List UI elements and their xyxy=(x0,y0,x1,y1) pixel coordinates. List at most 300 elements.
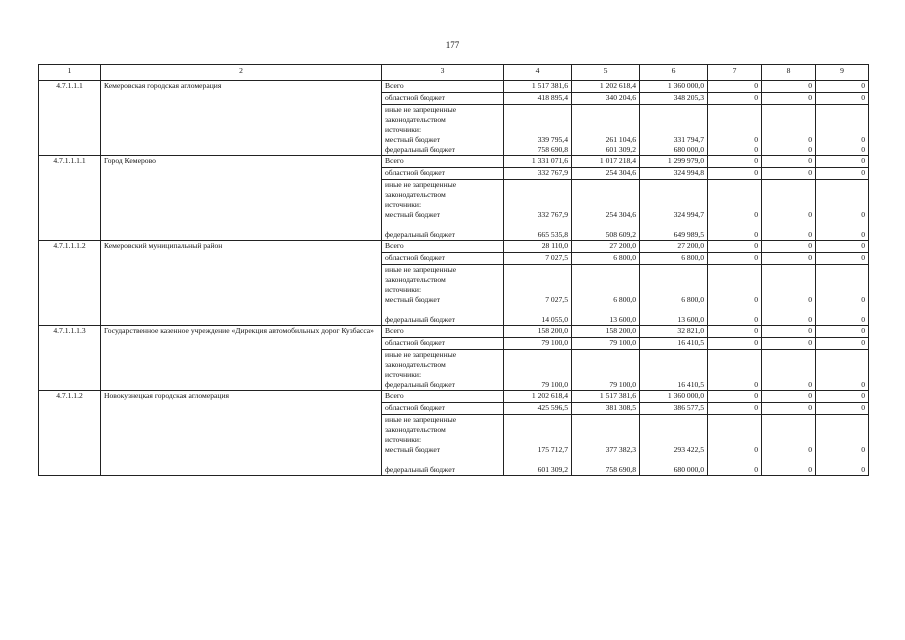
value-line: 0 xyxy=(808,326,812,335)
value-line: 0 xyxy=(861,145,865,154)
value-line xyxy=(507,455,568,465)
value-line xyxy=(575,455,636,465)
value-line xyxy=(819,435,865,445)
value-cell xyxy=(816,180,869,241)
value-line xyxy=(643,200,704,210)
funding-source-line: Всего xyxy=(385,391,404,400)
value-cell xyxy=(572,350,640,391)
value-line xyxy=(765,360,812,370)
value-cell xyxy=(816,253,869,265)
value-cell xyxy=(708,253,762,265)
value-line xyxy=(575,190,636,200)
value-line: 1 360 000,0 xyxy=(667,81,704,90)
value-cell xyxy=(708,265,762,326)
funding-source-line: иные не запрещенные xyxy=(385,415,457,424)
value-cell xyxy=(816,168,869,180)
value-cell xyxy=(640,391,708,403)
value-cell xyxy=(504,338,572,350)
value-line: 0 xyxy=(861,403,865,412)
value-line xyxy=(819,305,865,315)
value-cell xyxy=(572,105,640,156)
value-line: 0 xyxy=(754,168,758,177)
value-cell xyxy=(816,241,869,253)
value-line: 0 xyxy=(754,295,758,304)
value-cell xyxy=(504,403,572,415)
value-cell xyxy=(640,93,708,105)
value-line xyxy=(765,275,812,285)
value-line: 6 800,0 xyxy=(613,253,636,262)
value-line xyxy=(765,425,812,435)
value-line: 0 xyxy=(754,391,758,400)
funding-source-line: местный бюджет xyxy=(385,295,441,304)
value-line xyxy=(507,105,568,115)
value-line xyxy=(711,305,758,315)
row-code: 4.7.1.1.1.3 xyxy=(39,326,101,391)
value-line: 425 596,5 xyxy=(537,403,568,412)
value-line: 0 xyxy=(808,465,812,474)
funding-source xyxy=(382,350,504,391)
value-line: 16 410,5 xyxy=(677,380,704,389)
value-cell xyxy=(640,326,708,338)
funding-source-line: Всего xyxy=(385,156,404,165)
value-line: 13 600,0 xyxy=(609,315,636,324)
value-cell xyxy=(504,156,572,168)
value-line xyxy=(711,455,758,465)
value-line xyxy=(575,435,636,445)
value-line xyxy=(507,285,568,295)
value-line xyxy=(711,350,758,360)
funding-source xyxy=(382,105,504,156)
value-line xyxy=(819,285,865,295)
value-cell xyxy=(708,93,762,105)
value-line xyxy=(643,220,704,230)
value-line: 0 xyxy=(861,391,865,400)
value-cell xyxy=(708,241,762,253)
table-row xyxy=(39,156,869,168)
column-header: 7 xyxy=(708,65,762,81)
value-cell xyxy=(572,265,640,326)
value-cell xyxy=(762,415,816,476)
value-cell xyxy=(504,241,572,253)
value-line xyxy=(819,105,865,115)
value-cell xyxy=(640,415,708,476)
value-cell xyxy=(816,403,869,415)
value-line xyxy=(765,220,812,230)
funding-source-line: законодательством xyxy=(385,360,446,369)
column-header: 1 xyxy=(39,65,101,81)
value-line xyxy=(765,305,812,315)
value-cell xyxy=(640,105,708,156)
value-line xyxy=(643,305,704,315)
value-line: 0 xyxy=(754,241,758,250)
value-cell xyxy=(708,350,762,391)
value-line xyxy=(711,415,758,425)
value-line xyxy=(643,190,704,200)
value-line xyxy=(643,425,704,435)
funding-source-line: местный бюджет xyxy=(385,445,441,454)
value-line xyxy=(711,285,758,295)
value-line xyxy=(711,105,758,115)
value-line xyxy=(819,180,865,190)
value-cell xyxy=(708,156,762,168)
value-cell xyxy=(640,81,708,93)
value-line: 1 517 381,6 xyxy=(531,81,568,90)
value-line xyxy=(575,275,636,285)
funding-source-line: источники: xyxy=(385,285,422,294)
value-cell xyxy=(816,81,869,93)
funding-source xyxy=(382,415,504,476)
value-line xyxy=(819,190,865,200)
value-line: 665 535,8 xyxy=(537,230,568,239)
value-line: 13 600,0 xyxy=(677,315,704,324)
column-header: 6 xyxy=(640,65,708,81)
value-line xyxy=(819,415,865,425)
value-line: 0 xyxy=(754,135,758,144)
funding-source xyxy=(382,81,504,93)
value-line: 0 xyxy=(861,315,865,324)
value-line: 0 xyxy=(808,253,812,262)
value-cell xyxy=(816,415,869,476)
value-cell xyxy=(572,338,640,350)
value-line xyxy=(507,305,568,315)
funding-source-line: Всего xyxy=(385,81,404,90)
value-line: 0 xyxy=(808,295,812,304)
value-line xyxy=(575,415,636,425)
value-line xyxy=(575,370,636,380)
value-line xyxy=(643,285,704,295)
funding-source-line: федеральный бюджет xyxy=(385,145,455,154)
value-cell xyxy=(504,350,572,391)
value-line: 14 055,0 xyxy=(541,315,568,324)
value-line: 158 200,0 xyxy=(537,326,568,335)
value-cell xyxy=(708,180,762,241)
value-line: 1 299 979,0 xyxy=(667,156,704,165)
funding-source xyxy=(382,391,504,403)
funding-source-line xyxy=(385,305,500,315)
funding-source-line: областной бюджет xyxy=(385,168,445,177)
value-line: 680 000,0 xyxy=(673,465,704,474)
row-name: Кемеровская городская агломерация xyxy=(101,81,382,156)
value-line: 680 000,0 xyxy=(673,145,704,154)
header-row xyxy=(39,65,869,81)
value-cell xyxy=(504,168,572,180)
value-line: 0 xyxy=(754,445,758,454)
value-line xyxy=(575,200,636,210)
value-line: 32 821,0 xyxy=(677,326,704,335)
value-cell xyxy=(572,180,640,241)
value-cell xyxy=(816,156,869,168)
funding-source-line xyxy=(385,220,500,230)
value-cell xyxy=(762,338,816,350)
value-line: 1 202 618,4 xyxy=(599,81,636,90)
value-cell xyxy=(708,338,762,350)
value-line xyxy=(643,115,704,125)
value-cell xyxy=(504,180,572,241)
funding-source xyxy=(382,241,504,253)
value-line xyxy=(643,435,704,445)
value-cell xyxy=(572,168,640,180)
value-line xyxy=(711,275,758,285)
value-line: 377 382,3 xyxy=(605,445,636,454)
value-line: 649 989,5 xyxy=(673,230,704,239)
value-line xyxy=(507,415,568,425)
row-name: Город Кемерово xyxy=(101,156,382,241)
value-line: 386 577,5 xyxy=(673,403,704,412)
value-line xyxy=(643,370,704,380)
funding-source-line: законодательством xyxy=(385,425,446,434)
value-line: 1 202 618,4 xyxy=(531,391,568,400)
funding-source-line: законодательством xyxy=(385,190,446,199)
value-cell xyxy=(762,265,816,326)
row-code: 4.7.1.1.1.2 xyxy=(39,241,101,326)
value-line: 28 110,0 xyxy=(541,241,568,250)
value-line: 1 331 071,6 xyxy=(531,156,568,165)
value-cell xyxy=(816,391,869,403)
value-cell xyxy=(762,391,816,403)
value-cell xyxy=(762,253,816,265)
value-line xyxy=(575,285,636,295)
value-line: 0 xyxy=(861,135,865,144)
value-line: 0 xyxy=(808,93,812,102)
value-line: 601 309,2 xyxy=(605,145,636,154)
value-line: 0 xyxy=(754,315,758,324)
value-cell xyxy=(572,391,640,403)
value-line: 0 xyxy=(861,253,865,262)
value-line: 0 xyxy=(808,445,812,454)
value-line: 7 027,5 xyxy=(545,295,568,304)
value-line xyxy=(643,265,704,275)
funding-source-line: федеральный бюджет xyxy=(385,315,455,324)
column-header: 8 xyxy=(762,65,816,81)
funding-source xyxy=(382,168,504,180)
value-line: 0 xyxy=(808,315,812,324)
value-line xyxy=(575,125,636,135)
value-line: 7 027,5 xyxy=(545,253,568,262)
value-line: 0 xyxy=(861,168,865,177)
value-line xyxy=(507,220,568,230)
value-line: 0 xyxy=(754,230,758,239)
value-cell xyxy=(816,93,869,105)
value-line xyxy=(575,360,636,370)
value-line: 0 xyxy=(808,210,812,219)
funding-source-line: областной бюджет xyxy=(385,403,445,412)
value-line xyxy=(765,125,812,135)
value-line xyxy=(765,190,812,200)
funding-source-line: федеральный бюджет xyxy=(385,380,455,389)
value-line xyxy=(575,350,636,360)
value-line: 0 xyxy=(808,391,812,400)
value-line: 0 xyxy=(754,145,758,154)
value-line xyxy=(711,265,758,275)
value-cell xyxy=(504,81,572,93)
funding-source-line: областной бюджет xyxy=(385,338,445,347)
funding-source-line: иные не запрещенные xyxy=(385,265,457,274)
value-cell xyxy=(504,93,572,105)
value-line: 324 994,7 xyxy=(673,210,704,219)
table-row xyxy=(39,81,869,93)
value-line xyxy=(819,360,865,370)
value-line: 339 795,4 xyxy=(537,135,568,144)
value-line: 0 xyxy=(808,81,812,90)
value-line: 261 104,6 xyxy=(605,135,636,144)
value-line xyxy=(711,425,758,435)
value-line xyxy=(643,275,704,285)
value-cell xyxy=(708,326,762,338)
value-line xyxy=(765,115,812,125)
value-cell xyxy=(762,180,816,241)
row-code: 4.7.1.1.1 xyxy=(39,81,101,156)
column-header: 4 xyxy=(504,65,572,81)
value-line xyxy=(819,220,865,230)
value-line: 0 xyxy=(808,156,812,165)
value-line: 6 800,0 xyxy=(681,295,704,304)
value-line: 1 017 218,4 xyxy=(599,156,636,165)
value-line xyxy=(765,350,812,360)
value-cell xyxy=(640,265,708,326)
value-line: 0 xyxy=(861,241,865,250)
value-line: 381 308,5 xyxy=(605,403,636,412)
value-line xyxy=(575,425,636,435)
value-line xyxy=(711,180,758,190)
value-line: 0 xyxy=(861,465,865,474)
funding-source-line: областной бюджет xyxy=(385,253,445,262)
value-cell xyxy=(762,326,816,338)
value-line: 758 690,8 xyxy=(605,465,636,474)
value-line: 0 xyxy=(754,156,758,165)
value-line xyxy=(711,435,758,445)
funding-source-line: иные не запрещенные xyxy=(385,350,457,359)
funding-source-line: местный бюджет xyxy=(385,210,441,219)
value-line: 79 100,0 xyxy=(609,380,636,389)
value-line xyxy=(575,265,636,275)
value-line xyxy=(765,370,812,380)
funding-source-line: источники: xyxy=(385,370,422,379)
value-line xyxy=(507,425,568,435)
value-cell xyxy=(572,403,640,415)
value-cell xyxy=(816,105,869,156)
funding-source xyxy=(382,156,504,168)
value-cell xyxy=(572,156,640,168)
value-line: 348 205,3 xyxy=(673,93,704,102)
value-line xyxy=(575,180,636,190)
value-line: 254 304,6 xyxy=(605,168,636,177)
value-line xyxy=(507,125,568,135)
value-line: 0 xyxy=(754,253,758,262)
value-line xyxy=(643,125,704,135)
value-line: 0 xyxy=(754,338,758,347)
funding-source xyxy=(382,403,504,415)
funding-source-line: источники: xyxy=(385,125,422,134)
table-body xyxy=(39,81,869,476)
value-line xyxy=(711,220,758,230)
value-line: 1 360 000,0 xyxy=(667,391,704,400)
value-cell xyxy=(572,81,640,93)
value-line: 0 xyxy=(861,156,865,165)
value-cell xyxy=(640,168,708,180)
value-line: 158 200,0 xyxy=(605,326,636,335)
value-line xyxy=(819,350,865,360)
funding-source-line: Всего xyxy=(385,241,404,250)
value-line: 27 200,0 xyxy=(609,241,636,250)
value-line: 16 410,5 xyxy=(677,338,704,347)
value-line xyxy=(507,275,568,285)
funding-source xyxy=(382,338,504,350)
value-line: 0 xyxy=(861,210,865,219)
value-line xyxy=(711,115,758,125)
page-number: 177 xyxy=(445,40,460,50)
value-line xyxy=(507,370,568,380)
value-cell xyxy=(504,265,572,326)
value-line xyxy=(711,190,758,200)
funding-source-line: источники: xyxy=(385,435,422,444)
column-header: 2 xyxy=(101,65,382,81)
funding-source-line xyxy=(385,455,500,465)
value-cell xyxy=(816,350,869,391)
value-line xyxy=(765,200,812,210)
value-line xyxy=(711,370,758,380)
value-cell xyxy=(762,93,816,105)
value-line xyxy=(819,370,865,380)
value-line xyxy=(819,115,865,125)
value-cell xyxy=(816,326,869,338)
value-line xyxy=(507,265,568,275)
funding-source-line: источники: xyxy=(385,200,422,209)
value-line xyxy=(643,360,704,370)
value-line xyxy=(819,125,865,135)
value-line xyxy=(507,180,568,190)
value-line xyxy=(711,125,758,135)
value-line xyxy=(819,265,865,275)
value-line: 0 xyxy=(754,326,758,335)
value-line: 0 xyxy=(861,445,865,454)
value-line: 0 xyxy=(861,380,865,389)
funding-source-line: иные не запрещенные xyxy=(385,105,457,114)
value-cell xyxy=(504,391,572,403)
column-header: 3 xyxy=(382,65,504,81)
value-cell xyxy=(640,403,708,415)
value-line xyxy=(819,200,865,210)
value-cell xyxy=(504,105,572,156)
value-line: 293 422,5 xyxy=(673,445,704,454)
value-line xyxy=(819,425,865,435)
value-line xyxy=(507,360,568,370)
value-cell xyxy=(504,326,572,338)
value-line xyxy=(765,265,812,275)
value-line: 0 xyxy=(808,338,812,347)
value-cell xyxy=(504,415,572,476)
value-line: 0 xyxy=(861,295,865,304)
funding-source xyxy=(382,93,504,105)
value-line xyxy=(819,455,865,465)
value-line xyxy=(575,105,636,115)
value-cell xyxy=(762,81,816,93)
value-line: 27 200,0 xyxy=(677,241,704,250)
value-line: 0 xyxy=(754,210,758,219)
value-line: 175 712,7 xyxy=(537,445,568,454)
value-cell xyxy=(708,81,762,93)
value-cell xyxy=(640,253,708,265)
value-line: 254 304,6 xyxy=(605,210,636,219)
value-cell xyxy=(708,105,762,156)
value-cell xyxy=(762,168,816,180)
value-line: 0 xyxy=(861,338,865,347)
row-code: 4.7.1.1.2 xyxy=(39,391,101,476)
funding-source-line: федеральный бюджет xyxy=(385,230,455,239)
value-line: 0 xyxy=(808,241,812,250)
value-line xyxy=(575,115,636,125)
value-line: 6 800,0 xyxy=(681,253,704,262)
value-cell xyxy=(816,338,869,350)
